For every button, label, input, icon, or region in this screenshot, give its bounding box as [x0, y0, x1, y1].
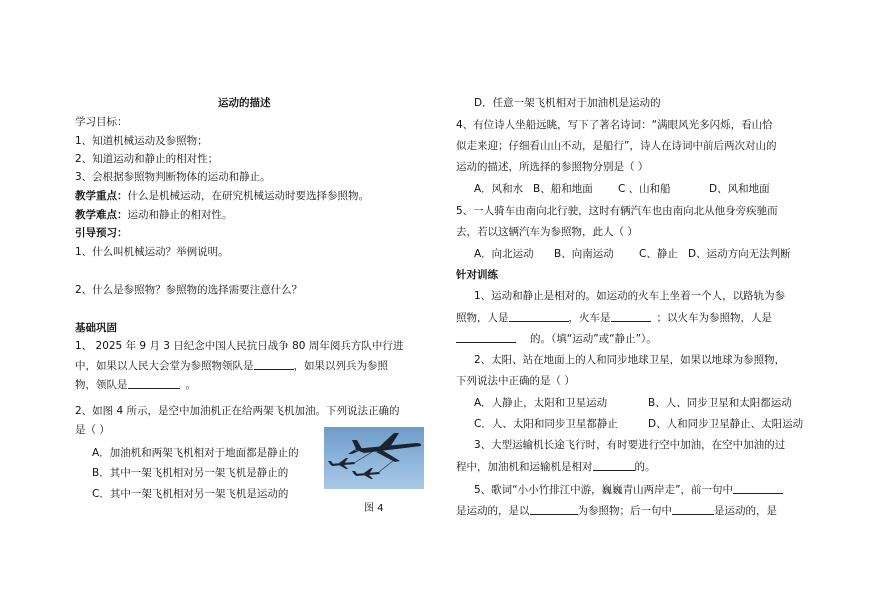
t3-text-a: 程中，加油机和运输机是相对 — [456, 461, 593, 473]
aircraft-illustration — [324, 427, 424, 489]
answer-blank[interactable] — [509, 310, 569, 322]
t1-text-c: ；以火车为参照物，人是 — [656, 312, 772, 324]
question-5-option-c: C、静止 — [639, 248, 678, 260]
training-3-line-1: 3、大型运输机长途飞行时，有时要进行空中加油，在空中加油的过 — [474, 439, 786, 451]
training-1-line-2 — [456, 310, 772, 325]
q1-text-c: 物，领队是 — [75, 379, 128, 391]
t5-text-a: 5、歌词“小小竹排江中游，巍巍青山两岸走”，前一句中 — [474, 484, 734, 496]
key-point — [75, 189, 369, 203]
training-3-line-2 — [456, 459, 656, 474]
preview-question-2: 2、什么是参照物？参照物的选择需要注意什么？ — [75, 284, 303, 296]
q1-text-d: 。 — [185, 379, 196, 391]
refueling-aircraft-photo — [324, 427, 424, 489]
training-2-option-b: B、人、同步卫星和太阳都运动 — [648, 397, 792, 409]
t1-text-d: 的。（填“运动”或“静止”）。 — [530, 333, 657, 345]
question-5-option-b: B、向南运动 — [554, 248, 614, 260]
training-2-option-a: A．人静止，太阳和卫星运动 — [474, 397, 608, 409]
training-2-option-c: C．人、太阳和同步卫星都静止 — [474, 418, 618, 430]
t5-text-c: 为参照物；后一句中 — [577, 505, 672, 517]
question-4-option-c: C 、山和船 — [618, 183, 671, 195]
preview-question-1: 1、什么叫机械运动？举例说明。 — [75, 246, 229, 258]
answer-blank[interactable] — [456, 331, 516, 343]
t3-text-b: 的。 — [634, 461, 656, 473]
tanker-plane-icon — [348, 433, 421, 462]
answer-blank[interactable] — [530, 503, 578, 515]
preview-heading: 引导预习： — [75, 227, 128, 239]
question-1-line-2 — [75, 358, 388, 373]
question-2-line-2: 是（ ） — [75, 424, 110, 436]
question-5-option-a: A．向北运动 — [474, 248, 534, 260]
difficulty-point — [75, 208, 233, 222]
t1-text-a: 照物，人是 — [456, 312, 509, 324]
difficulty-label: 教学难点： — [75, 209, 128, 221]
training-5-line-1 — [474, 482, 783, 497]
question-2-option-d: D．任意一架飞机相对于加油机是运动的 — [474, 97, 661, 109]
training-1-line-1: 1、运动和静止是相对的。如运动的火车上坐着一个人，以路轨为参 — [474, 290, 786, 302]
question-4-line-2: 似走来迎；仔细看山山不动，是船行”，诗人在诗词中前后两次对山的 — [456, 140, 777, 152]
q1-text-b: ，如果以列兵为参照 — [293, 360, 388, 372]
objective-3: 3、会根据参照物判断物体的运动和静止。 — [75, 171, 271, 183]
question-2-option-a: A．加油机和两架飞机相对于地面都是静止的 — [92, 447, 299, 459]
question-5-option-d: D、运动方向无法判断 — [688, 248, 791, 260]
training-5-line-2 — [456, 503, 777, 518]
fighter-plane-icon — [352, 468, 380, 479]
objectives-heading: 学习目标： — [75, 116, 128, 128]
difficulty-text: 运动和静止的相对性。 — [127, 209, 233, 221]
question-4-option-b: B、船和地面 — [533, 183, 593, 195]
t1-text-b: ，火车是 — [568, 312, 611, 324]
key-point-text: 什么是机械运动，在研究机械运动时要选择参照物。 — [127, 190, 369, 202]
objective-2: 2、知道运动和静止的相对性； — [75, 153, 219, 165]
page-title: 运动的描述 — [218, 97, 271, 109]
t5-text-b: 是运动的，是以 — [456, 505, 530, 517]
basic-heading: 基础巩固 — [75, 322, 117, 334]
question-2-option-c: C．其中一架飞机相对另一架飞机是运动的 — [92, 488, 289, 500]
training-1-line-3 — [456, 331, 657, 346]
question-1-line-3 — [75, 377, 196, 392]
objective-1: 1、知道机械运动及参照物； — [75, 135, 208, 147]
answer-blank[interactable] — [672, 503, 714, 515]
t5-text-d: 是运动的，是 — [714, 505, 777, 517]
training-2-line-1: 2、太阳、站在地面上的人和同步地球卫星，如果以地球为参照物， — [474, 354, 786, 366]
question-1-line-1: 1、 2025 年 9 月 3 日纪念中国人民抗日战争 80 周年阅兵方队中行进 — [75, 340, 404, 352]
answer-blank[interactable] — [593, 459, 635, 471]
question-5-line-2: 去，若以这辆汽车为参照物，此人（ ） — [456, 226, 638, 238]
question-4-option-a: A．风和水 — [474, 183, 524, 195]
question-2-option-b: B．其中一架飞机相对另一架飞机是静止的 — [92, 467, 289, 479]
question-2-line-1: 2、如图 4 所示，是空中加油机正在给两架飞机加油。下列说法正确的 — [75, 405, 400, 417]
fighter-plane-icon — [328, 458, 355, 469]
training-2-line-2: 下列说法中正确的是（ ） — [456, 375, 575, 387]
figure-caption: 图 4 — [364, 503, 384, 514]
question-4-line-3: 运动的描述，所选择的参照物分别是（ ） — [456, 161, 649, 173]
training-heading: 针对训练 — [456, 269, 498, 281]
training-2-option-d: D、人和同步卫星静止、太阳运动 — [648, 418, 804, 430]
question-4-line-1: 4、有位诗人坐船远眺，写下了著名诗词：“满眼风光多闪烁，看山恰 — [456, 119, 773, 131]
q1-text-a: 中，如果以人民大会堂为参照物领队是 — [75, 360, 254, 372]
question-5-line-1: 5、一人骑车由南向北行驶，这时有辆汽车也由南向北从他身旁疾驰而 — [456, 205, 778, 217]
answer-blank[interactable] — [254, 358, 294, 370]
key-point-label: 教学重点： — [75, 190, 128, 202]
answer-blank[interactable] — [611, 310, 651, 322]
answer-blank[interactable] — [128, 377, 180, 389]
answer-blank[interactable] — [733, 482, 783, 494]
question-4-option-d: D、风和地面 — [709, 183, 770, 195]
